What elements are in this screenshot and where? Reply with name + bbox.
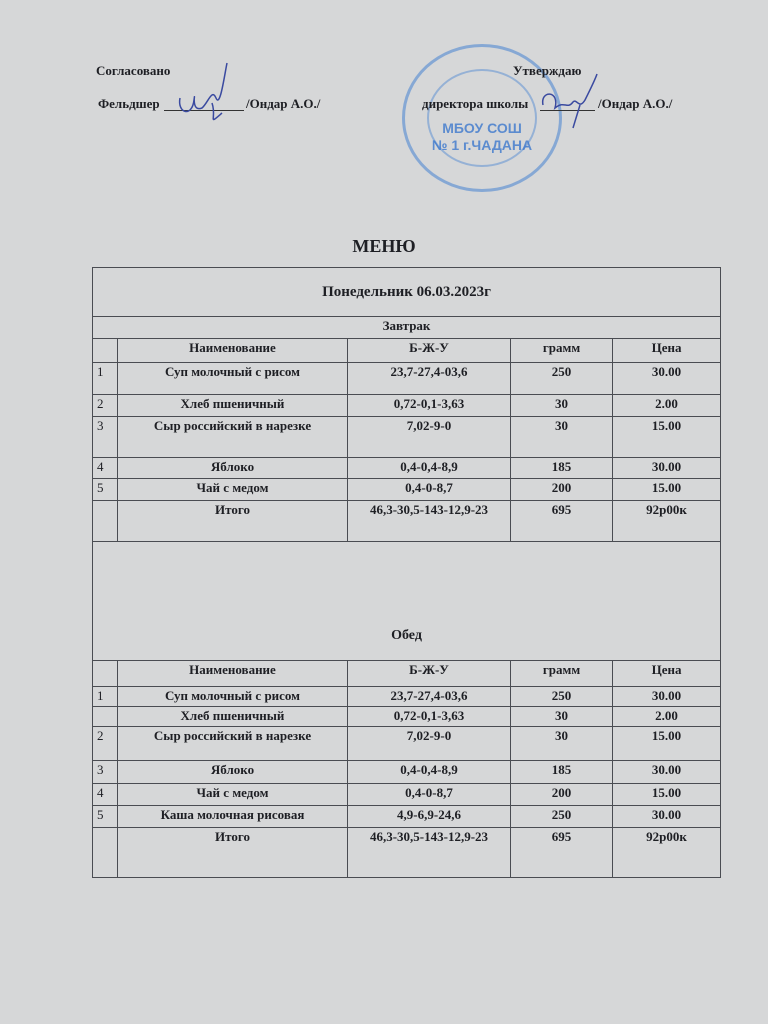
item-name: Суп молочный с рисом [118, 687, 348, 707]
item-number: 5 [93, 479, 118, 501]
item-bju: 0,4-0,4-8,9 [348, 761, 511, 784]
lunch-row [93, 727, 721, 761]
lunch-row [93, 761, 721, 784]
total-gram: 695 [511, 501, 613, 542]
total-price: 92р00к [613, 828, 721, 878]
breakfast-header-row [93, 339, 721, 363]
breakfast-row [93, 395, 721, 417]
item-price: 30.00 [613, 806, 721, 828]
item-bju: 0,4-0,4-8,9 [348, 458, 511, 479]
total-number [93, 828, 118, 878]
item-name: Чай с медом [118, 784, 348, 806]
column-header: Б-Ж-У [348, 339, 511, 363]
day-heading: Понедельник 06.03.2023г [93, 268, 721, 317]
item-bju: 23,7-27,4-03,6 [348, 363, 511, 395]
menu-table [92, 267, 721, 878]
item-name: Каша молочная рисовая [118, 806, 348, 828]
item-gram: 30 [511, 707, 613, 727]
item-price: 30.00 [613, 761, 721, 784]
item-bju: 0,4-0-8,7 [348, 479, 511, 501]
total-number [93, 501, 118, 542]
total-bju: 46,3-30,5-143-12,9-23 [348, 501, 511, 542]
item-name: Яблоко [118, 458, 348, 479]
item-name: Чай с медом [118, 479, 348, 501]
item-gram: 30 [511, 727, 613, 761]
item-gram: 250 [511, 363, 613, 395]
lunch-total-row [93, 828, 721, 878]
item-price: 15.00 [613, 479, 721, 501]
item-number: 4 [93, 458, 118, 479]
total-label: Итого [118, 501, 348, 542]
item-number: 1 [93, 363, 118, 395]
item-name: Яблоко [118, 761, 348, 784]
total-bju: 46,3-30,5-143-12,9-23 [348, 828, 511, 878]
total-price: 92р00к [613, 501, 721, 542]
column-header: Наименование [118, 661, 348, 687]
director-role: директора школы [422, 96, 529, 111]
item-gram: 30 [511, 395, 613, 417]
item-bju: 0,72-0,1-3,63 [348, 707, 511, 727]
medic-signature [172, 58, 242, 128]
column-header: грамм [511, 339, 613, 363]
item-bju: 4,9-6,9-24,6 [348, 806, 511, 828]
item-name: Суп молочный с рисом [118, 363, 348, 395]
item-number [93, 707, 118, 727]
item-bju: 0,72-0,1-3,63 [348, 395, 511, 417]
item-number: 2 [93, 395, 118, 417]
breakfast-row [93, 417, 721, 458]
stamp-text-line: № 1 г.ЧАДАНА [431, 137, 533, 153]
stamp-text-line: МБОУ СОШ [442, 120, 522, 136]
item-number: 5 [93, 806, 118, 828]
item-name: Сыр российский в нарезке [118, 417, 348, 458]
menu-title: МЕНЮ [352, 236, 416, 256]
medic-name: /Ондар А.О./ [246, 96, 321, 111]
item-price: 15.00 [613, 727, 721, 761]
item-number: 3 [93, 761, 118, 784]
item-gram: 250 [511, 806, 613, 828]
column-header: Цена [613, 339, 721, 363]
lunch-row [93, 707, 721, 727]
item-gram: 200 [511, 479, 613, 501]
lunch-header-row [93, 661, 721, 687]
number-header [93, 661, 118, 687]
item-price: 15.00 [613, 417, 721, 458]
item-gram: 200 [511, 784, 613, 806]
breakfast-row [93, 479, 721, 501]
item-gram: 185 [511, 761, 613, 784]
approved-heading: Согласовано [96, 63, 171, 78]
breakfast-row [93, 363, 721, 395]
total-gram: 695 [511, 828, 613, 878]
lunch-row [93, 806, 721, 828]
lunch-row [93, 784, 721, 806]
item-bju: 7,02-9-0 [348, 727, 511, 761]
column-header: Б-Ж-У [348, 661, 511, 687]
breakfast-total-row [93, 501, 721, 542]
item-price: 30.00 [613, 687, 721, 707]
item-price: 2.00 [613, 395, 721, 417]
column-header: Цена [613, 661, 721, 687]
lunch-heading: Обед [93, 542, 721, 661]
number-header [93, 339, 118, 363]
total-label: Итого [118, 828, 348, 878]
item-name: Хлеб пшеничный [118, 395, 348, 417]
item-price: 30.00 [613, 363, 721, 395]
item-gram: 185 [511, 458, 613, 479]
item-number: 1 [93, 687, 118, 707]
item-bju: 0,4-0-8,7 [348, 784, 511, 806]
column-header: грамм [511, 661, 613, 687]
item-gram: 30 [511, 417, 613, 458]
director-name: /Ондар А.О./ [598, 96, 673, 111]
item-gram: 250 [511, 687, 613, 707]
item-bju: 7,02-9-0 [348, 417, 511, 458]
item-price: 15.00 [613, 784, 721, 806]
approve-heading: Утверждаю [513, 63, 582, 78]
item-price: 2.00 [613, 707, 721, 727]
item-number: 2 [93, 727, 118, 761]
medic-role: Фельдшер [98, 96, 160, 111]
breakfast-heading: Завтрак [93, 317, 721, 339]
breakfast-row [93, 458, 721, 479]
item-name: Хлеб пшеничный [118, 707, 348, 727]
column-header: Наименование [118, 339, 348, 363]
item-bju: 23,7-27,4-03,6 [348, 687, 511, 707]
lunch-row [93, 687, 721, 707]
item-name: Сыр российский в нарезке [118, 727, 348, 761]
item-number: 4 [93, 784, 118, 806]
director-signature [535, 70, 605, 130]
item-number: 3 [93, 417, 118, 458]
item-price: 30.00 [613, 458, 721, 479]
